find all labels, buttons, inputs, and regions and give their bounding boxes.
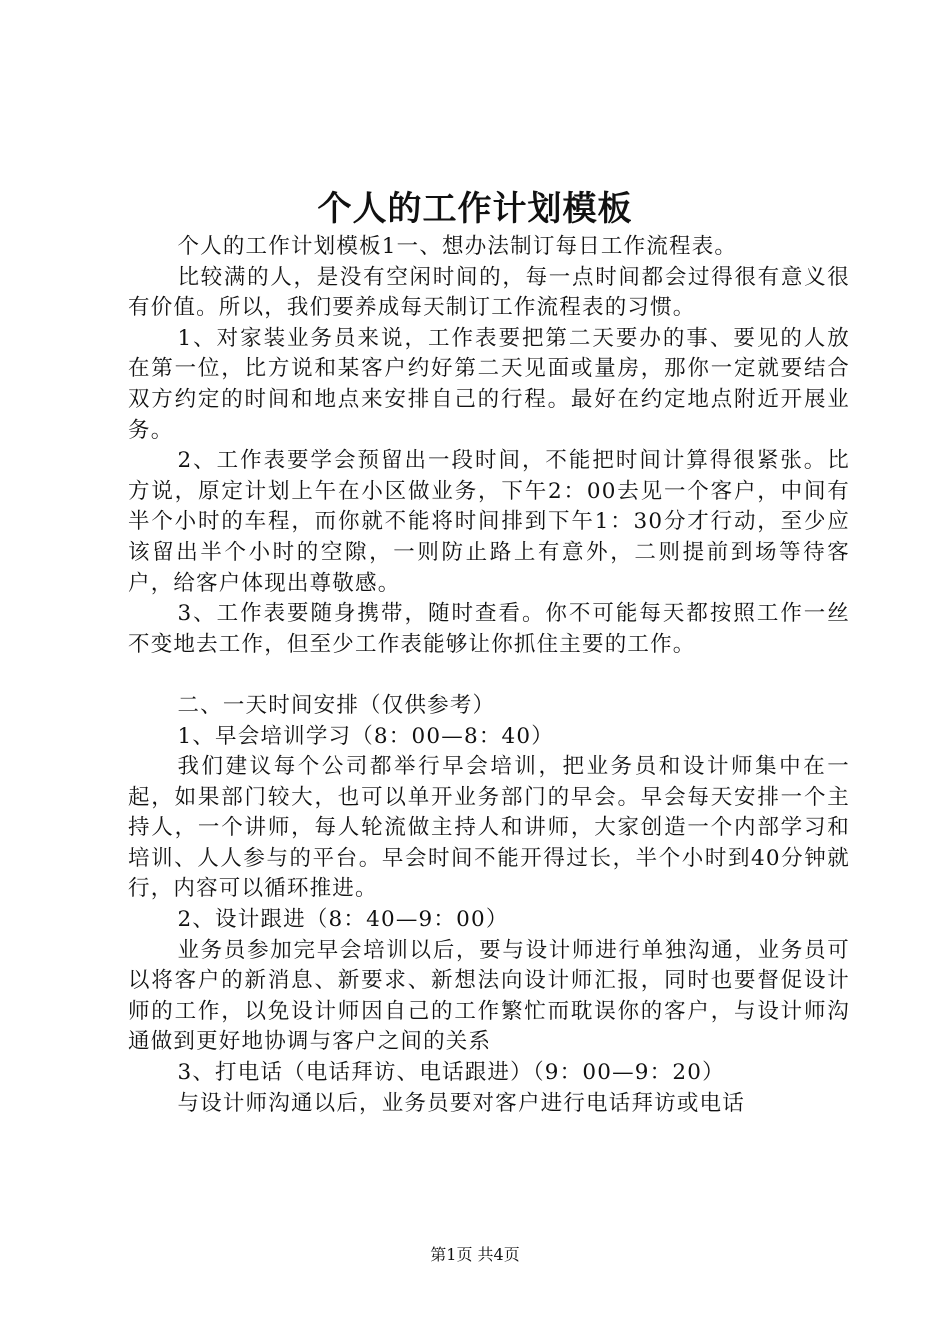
- paragraph: 与设计师沟通以后，业务员要对客户进行电话拜访或电话: [177, 1090, 745, 1116]
- paragraph: 3、工作表要随身携带，随时查看。你不可能每天都按照工作一丝不变地去工作，但至少工作表能够让你抓住主要的工作。: [128, 601, 850, 657]
- blank-line: [128, 660, 850, 691]
- document-title: 个人的工作计划模板: [317, 189, 633, 229]
- page-footer: 第1页 共4页: [430, 1245, 520, 1264]
- paragraph: 个人的工作计划模板1一、想办法制订每日工作流程表。: [177, 234, 738, 259]
- subsection-heading: 2、设计跟进（8：40—9：00）: [177, 907, 509, 933]
- paragraph: 2、工作表要学会预留出一段时间，不能把时间计算得很紧张。比方说，原定计划上午在小区做业务，下午2：00去见一个客户，中间有半个小时的车程，而你就不能将时间排到下午1：30分才行动，至少应该留出半个小时的空隙，一则防止路上有意外，二则提前到场等待客户，给客户体现出尊敬感。: [128, 448, 850, 596]
- section-heading: 二、一天时间安排（仅供参考）: [177, 692, 496, 718]
- paragraph: 我们建议每个公司都举行早会培训，把业务员和设计师集中在一起，如果部门较大，也可以单开业务部门的早会。早会每天安排一个主持人，一个讲师，每人轮流做主持人和讲师，大家创造一个内部学习和培训、人人参与的平台。早会时间不能开得过长，半个小时到40分钟就行，内容可以循环推进。: [128, 754, 850, 902]
- paragraph: 比较满的人，是没有空闲时间的，每一点时间都会过得很有意义很有价值。所以，我们要养成每天制订工作流程表的习惯。: [128, 264, 850, 321]
- document-body: [128, 232, 850, 1119]
- paragraph: 业务员参加完早会培训以后，要与设计师进行单独沟通，业务员可以将客户的新消息、新要求、新想法向设计师汇报，同时也要督促设计师的工作，以免设计师因自己的工作繁忙而耽误你的客户，与设计师沟通做到更好地协调与客户之间的关系: [128, 937, 850, 1055]
- subsection-heading: 3、打电话（电话拜访、电话跟进）（9：00—9：20）: [177, 1060, 725, 1086]
- subsection-heading: 1、早会培训学习（8：00—8：40）: [177, 723, 554, 749]
- paragraph: 1、对家装业务员来说，工作表要把第二天要办的事、要见的人放在第一位，比方说和某客户约好第二天见面或量房，那你一定就要结合双方约定的时间和地点来安排自己的行程。最好在约定地点附近开展业务。: [128, 325, 850, 443]
